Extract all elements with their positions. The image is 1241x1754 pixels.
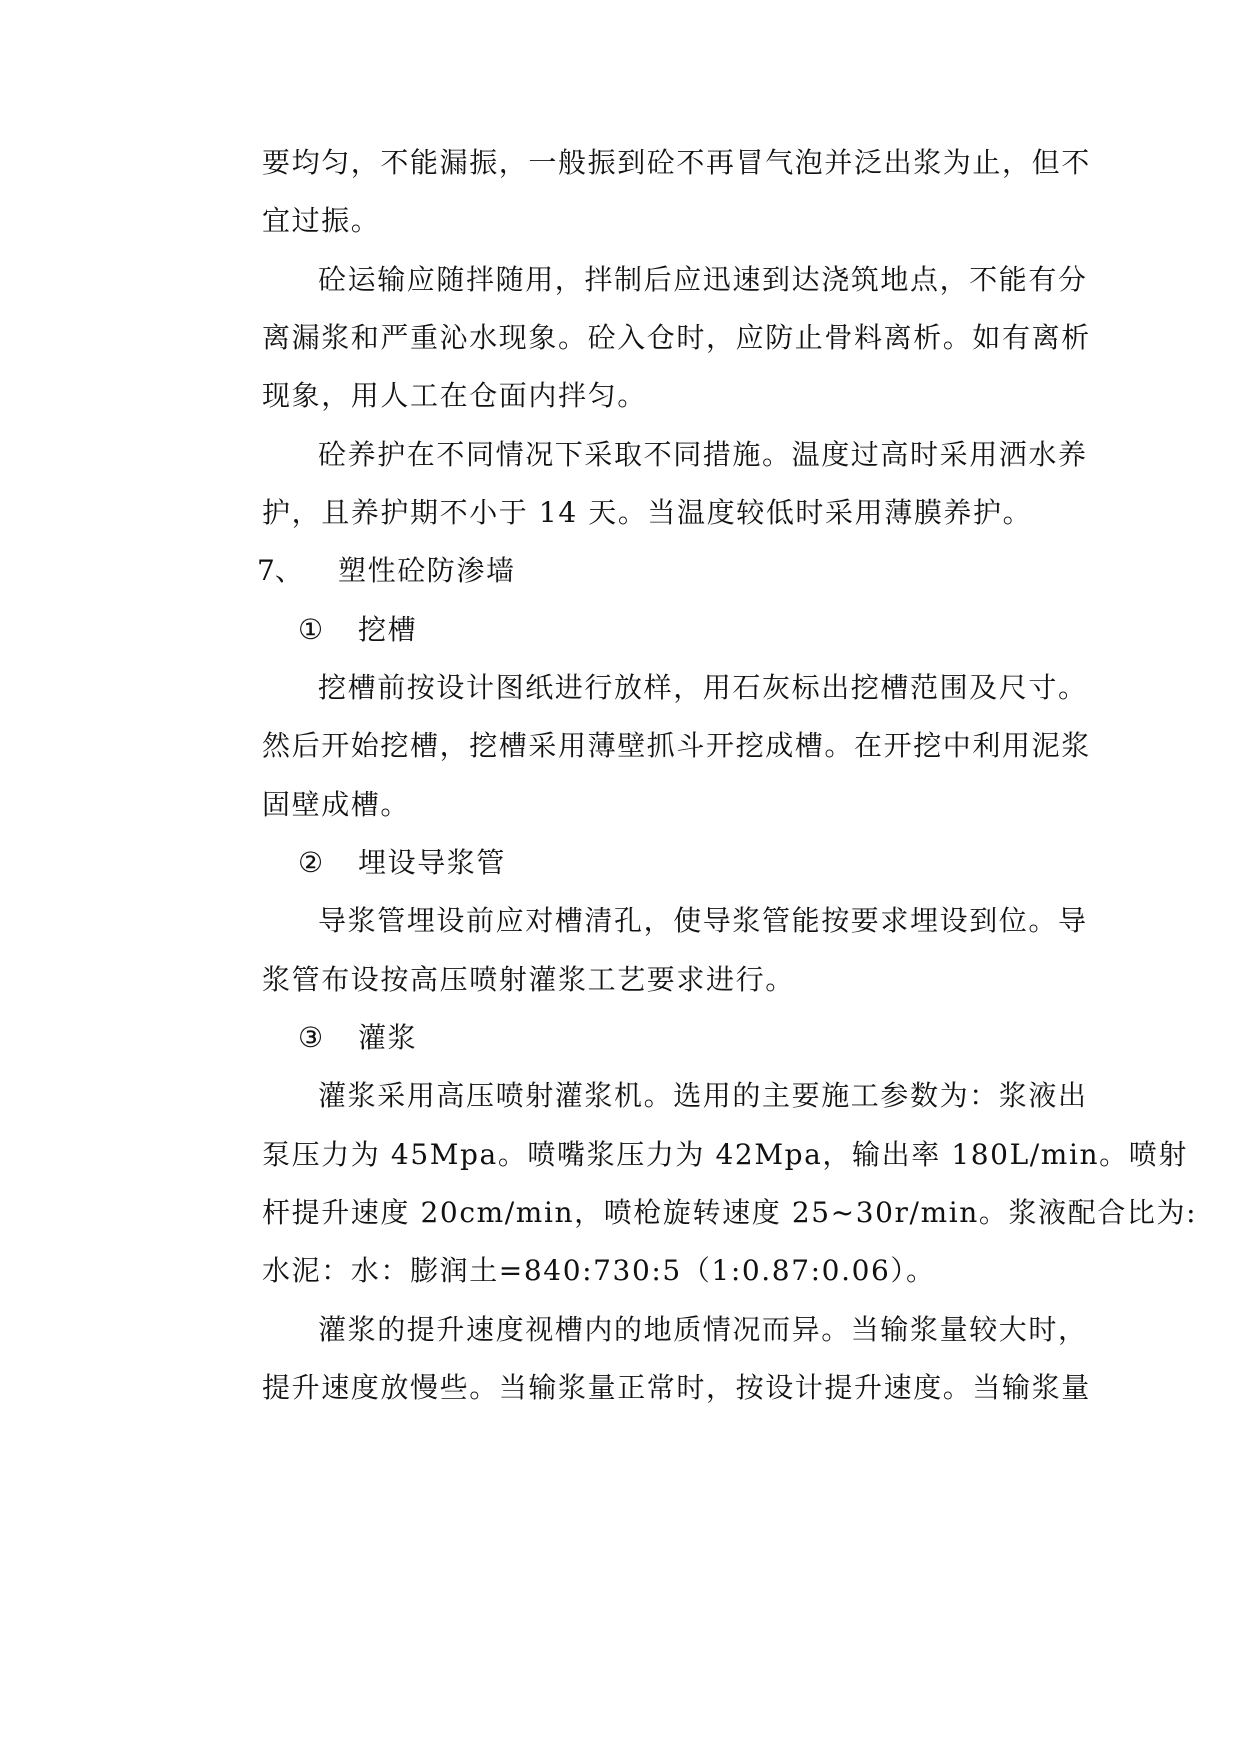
paragraph-line: 砼运输应随拌随用，拌制后应迅速到达浇筑地点，不能有分 (318, 263, 1088, 296)
section-title: 塑性砼防渗墙 (338, 554, 516, 587)
paragraph-line: 提升速度放慢些。当输浆量正常时，按设计提升速度。当输浆量 (262, 1371, 1091, 1404)
paragraph-line: 要均匀，不能漏振，一般振到砼不再冒气泡并泛出浆为止，但不 (262, 146, 1091, 179)
paragraph-line: 护，且养护期不小于 14 天。当温度较低时采用薄膜养护。 (262, 496, 1033, 529)
paragraph-line: 砼养护在不同情况下采取不同措施。温度过高时采用洒水养 (318, 438, 1088, 471)
subsection-number: ③ (298, 1021, 324, 1054)
paragraph-line: 离漏浆和严重沁水现象。砼入仓时，应防止骨料离析。如有离析 (262, 321, 1091, 354)
paragraph-line: 现象，用人工在仓面内拌匀。 (262, 379, 647, 412)
subsection-number: ② (298, 846, 324, 879)
subsection-title: 埋设导浆管 (358, 846, 507, 879)
subsection-title: 灌浆 (358, 1021, 418, 1054)
paragraph-line: 固壁成槽。 (262, 788, 411, 821)
section-number: 7、 (257, 554, 303, 587)
paragraph-line: 挖槽前按设计图纸进行放样，用石灰标出挖槽范围及尺寸。 (318, 671, 1088, 704)
subsection-number: ① (298, 613, 324, 646)
paragraph-line: 浆管布设按高压喷射灌浆工艺要求进行。 (262, 963, 795, 996)
paragraph-line: 导浆管埋设前应对槽清孔，使导浆管能按要求埋设到位。导 (318, 904, 1088, 937)
paragraph-line: 泵压力为 45Mpa。喷嘴浆压力为 42Mpa，输出率 180L/min。喷射 (262, 1138, 1188, 1171)
paragraph-line: 灌浆采用高压喷射灌浆机。选用的主要施工参数为：浆液出 (318, 1079, 1088, 1112)
paragraph-line: 宜过振。 (262, 204, 381, 237)
subsection-title: 挖槽 (358, 613, 418, 646)
paragraph-line: 水泥：水：膨润土=840:730:5（1:0.87:0.06）。 (262, 1254, 936, 1287)
paragraph-line: 杆提升速度 20cm/min，喷枪旋转速度 25~30r/min。浆液配合比为: (262, 1196, 1198, 1229)
paragraph-line: 然后开始挖槽，挖槽采用薄壁抓斗开挖成槽。在开挖中利用泥浆 (262, 729, 1091, 762)
paragraph-line: 灌浆的提升速度视槽内的地质情况而异。当输浆量较大时， (318, 1313, 1088, 1346)
